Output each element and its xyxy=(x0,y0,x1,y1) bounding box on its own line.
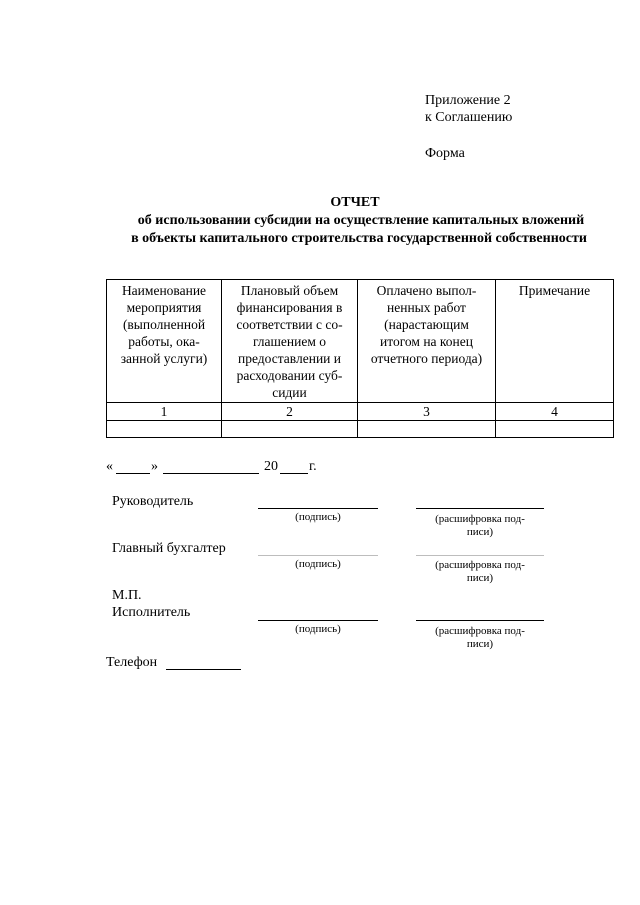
decoding-hint-line1: (расшифровка под- xyxy=(435,625,525,637)
phone-field[interactable] xyxy=(166,669,241,670)
date-month-field[interactable] xyxy=(163,473,259,474)
decoding-hint-line2: писи) xyxy=(466,526,494,538)
decoding-hint-line1: (расшифровка под- xyxy=(435,513,525,525)
column-number: 2 xyxy=(222,403,358,421)
date-year-suffix: г. xyxy=(309,459,317,474)
accountant-label: Главный бухгалтер xyxy=(112,541,226,556)
annex-label: Приложение 2 xyxy=(425,93,511,108)
table-cell[interactable] xyxy=(107,421,222,438)
column-number: 4 xyxy=(496,403,614,421)
signature-hint: (подпись) xyxy=(295,511,341,523)
header-cell-name: Наименование мероприятия (выполненной работы, ока- занной услуги) xyxy=(107,280,222,403)
date-day-field[interactable] xyxy=(116,473,150,474)
report-table xyxy=(106,279,614,438)
table-header-row xyxy=(107,280,614,403)
annex-agreement-label: к Соглашению xyxy=(425,110,513,125)
executor-signature-field[interactable] xyxy=(258,620,378,621)
table-cell[interactable] xyxy=(358,421,496,438)
head-decoding-field[interactable] xyxy=(416,508,544,509)
executor-label: Исполнитель xyxy=(112,605,191,620)
report-subtitle-line2: в объекты капитального строительства государственной собственности xyxy=(131,231,587,246)
column-number: 1 xyxy=(107,403,222,421)
phone-label: Телефон xyxy=(106,655,158,670)
stamp-label: М.П. xyxy=(112,588,142,603)
accountant-signature-field[interactable] xyxy=(258,555,378,556)
head-label: Руководитель xyxy=(112,494,194,509)
decoding-hint-line1: (расшифровка под- xyxy=(435,559,525,571)
form-label: Форма xyxy=(425,146,465,161)
executor-decoding-field[interactable] xyxy=(416,620,544,621)
header-cell-planned: Плановый объем финансирования в соответствии с со- глашением о предоставлении и расходовании суб- сидии xyxy=(222,280,358,403)
date-close-quote: » xyxy=(151,459,158,474)
decoding-hint-line2: писи) xyxy=(466,572,494,584)
header-cell-paid: Оплачено выпол- ненных работ (нарастающим итогом на конец отчетного периода) xyxy=(358,280,496,403)
table-cell[interactable] xyxy=(222,421,358,438)
head-signature-field[interactable] xyxy=(258,508,378,509)
report-subtitle-line1: об использовании субсидии на осуществление капитальных вложений xyxy=(137,213,585,228)
accountant-decoding-field[interactable] xyxy=(416,555,544,556)
table-number-row xyxy=(107,403,614,421)
date-open-quote: « xyxy=(106,459,113,474)
decoding-hint-line2: писи) xyxy=(466,638,494,650)
table-cell[interactable] xyxy=(496,421,614,438)
signature-hint: (подпись) xyxy=(295,558,341,570)
date-year-field[interactable] xyxy=(280,473,308,474)
table-row xyxy=(107,421,614,438)
date-year-prefix: 20 xyxy=(264,459,278,474)
column-number: 3 xyxy=(358,403,496,421)
header-cell-note: Примечание xyxy=(496,280,614,403)
report-title: ОТЧЕТ xyxy=(330,195,380,210)
signature-hint: (подпись) xyxy=(295,623,341,635)
